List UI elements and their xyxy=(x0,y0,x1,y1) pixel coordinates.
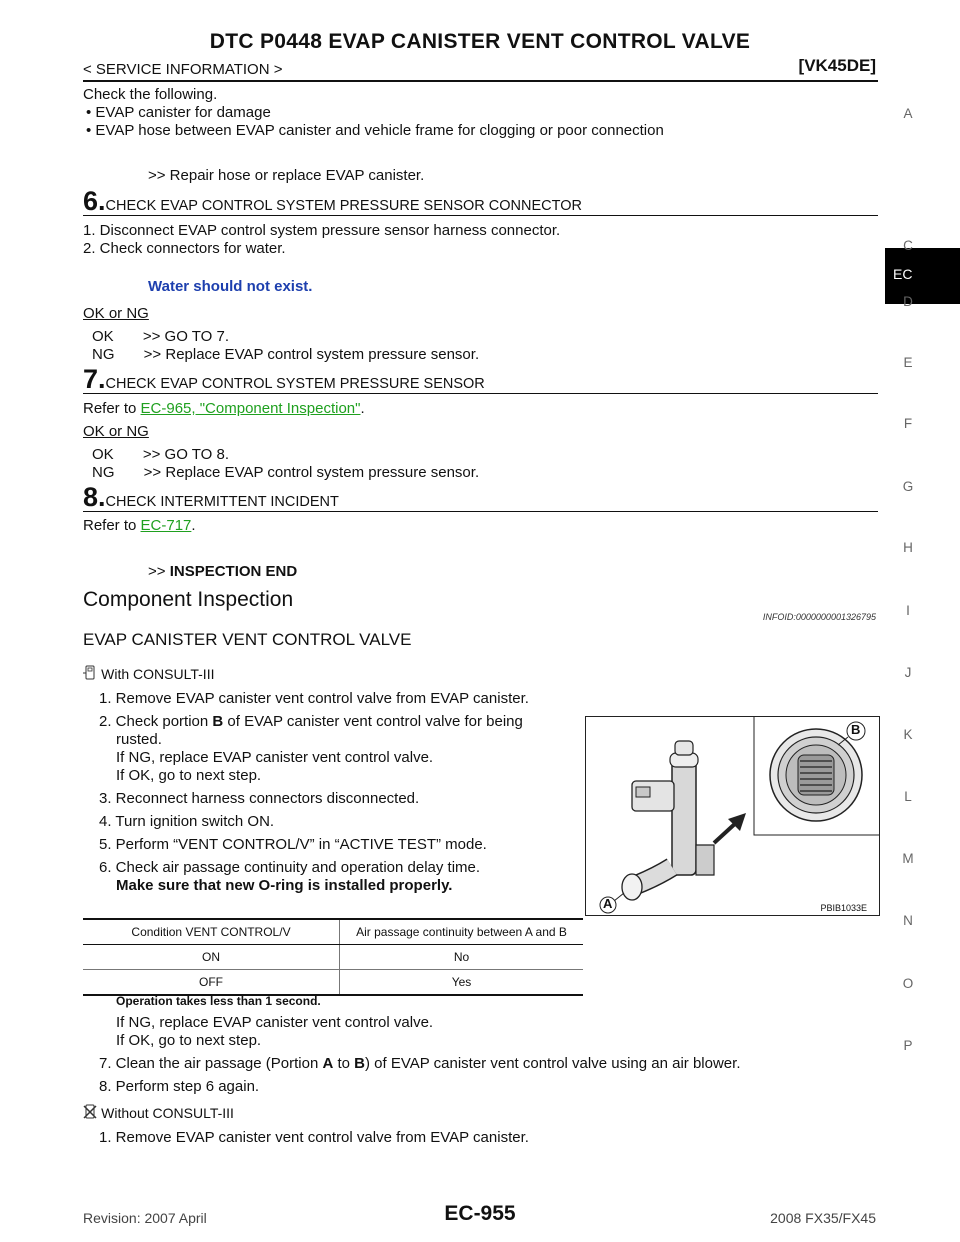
intro-bullet-1: • EVAP canister for damage xyxy=(86,104,271,121)
tab-f[interactable]: F xyxy=(903,416,913,431)
step-6-rule xyxy=(83,215,878,216)
with-step-6-note: Make sure that new O-ring is installed properly. xyxy=(116,877,453,894)
table-cell: OFF xyxy=(83,970,340,996)
without-step-1: 1. Remove EVAP canister vent control valve from EVAP canister. xyxy=(99,1129,529,1146)
info-id: INFOID:0000000001326795 xyxy=(762,612,876,622)
operation-note: Operation takes less than 1 second. xyxy=(116,994,321,1008)
step-6-okng: OK or NG xyxy=(83,305,149,322)
step-7-ng: NG >> Replace EVAP control system pressure sensor. xyxy=(92,464,480,481)
step-8-rule xyxy=(83,511,878,512)
tab-a[interactable]: A xyxy=(903,106,913,121)
step-8-heading: 8.CHECK INTERMITTENT INCIDENT xyxy=(83,482,339,512)
condition-table xyxy=(83,918,583,996)
consult-tester-icon xyxy=(83,665,97,681)
tab-l[interactable]: L xyxy=(904,789,912,804)
with-step-2: 2. Check portion B of EVAP canister vent control valve for being xyxy=(99,713,523,730)
with-step-2-ng: If NG, replace EVAP canister vent control valve. xyxy=(116,749,434,766)
with-step-7: 7. Clean the air passage (Portion A to B) of EVAP canister vent control valve using an air blower. xyxy=(99,1055,741,1072)
without-consult: Without CONSULT-III xyxy=(83,1104,234,1123)
step-7-heading: 7.CHECK EVAP CONTROL SYSTEM PRESSURE SENSOR xyxy=(83,364,485,394)
no-tester-icon xyxy=(83,1104,97,1120)
footer-revision: Revision: 2007 April xyxy=(83,1210,207,1226)
tab-h[interactable]: H xyxy=(903,540,913,555)
page-title: DTC P0448 EVAP CANISTER VENT CONTROL VALVE xyxy=(209,30,751,53)
evap-vent-valve-subheading: EVAP CANISTER VENT CONTROL VALVE xyxy=(83,630,412,649)
tab-c[interactable]: C xyxy=(903,238,913,253)
step-8-refer: Refer to EC-717. xyxy=(83,517,196,534)
intro-bullet-2: • EVAP hose between EVAP canister and vehicle frame for clogging or poor connection xyxy=(86,122,664,139)
footer-page-number: EC-955 xyxy=(444,1202,516,1225)
table-cell: ON xyxy=(83,945,340,970)
tab-k[interactable]: K xyxy=(903,727,913,742)
figure-code: PBIB1033E xyxy=(820,903,867,913)
after-table-ng: If NG, replace EVAP canister vent control valve. xyxy=(116,1014,434,1031)
with-step-5: 5. Perform “VENT CONTROL/V” in “ACTIVE TEST” mode. xyxy=(99,836,487,853)
tab-o[interactable]: O xyxy=(902,976,914,991)
with-step-4: 4. Turn ignition switch ON. xyxy=(99,813,275,830)
step-6-line-1: 1. Disconnect EVAP control system pressure sensor harness connector. xyxy=(83,222,561,239)
step-6-ng: NG >> Replace EVAP control system pressure sensor. xyxy=(92,346,480,363)
footer-model: 2008 FX35/FX45 xyxy=(770,1210,876,1226)
intro-check: Check the following. xyxy=(83,86,218,103)
tab-ec-active[interactable]: EC xyxy=(885,248,960,304)
step-6-heading: 6.CHECK EVAP CONTROL SYSTEM PRESSURE SENSOR CONNECTOR xyxy=(83,186,582,216)
with-step-3: 3. Reconnect harness connectors disconnected. xyxy=(99,790,420,807)
step-6-line-2: 2. Check connectors for water. xyxy=(83,240,286,257)
table-header-continuity: Air passage continuity between A and B xyxy=(340,919,584,945)
with-step-2-cont: rusted. xyxy=(116,731,162,748)
header-rule xyxy=(83,80,878,82)
table-cell: No xyxy=(340,945,584,970)
tab-j[interactable]: J xyxy=(904,665,912,680)
link-ec-965[interactable]: EC-965, "Component Inspection" xyxy=(140,400,361,417)
table-cell: Yes xyxy=(340,970,584,996)
step-7-refer: Refer to EC-965, "Component Inspection". xyxy=(83,400,365,417)
tab-d[interactable]: D xyxy=(903,294,913,309)
after-table-ok: If OK, go to next step. xyxy=(116,1032,262,1049)
tab-p[interactable]: P xyxy=(903,1038,913,1053)
engine-model: [VK45DE] xyxy=(798,56,876,75)
figure-label-b: B xyxy=(851,722,861,737)
figure-label-a: A xyxy=(603,896,613,911)
step-6-ok: OK >> GO TO 7. xyxy=(92,328,229,345)
tab-n[interactable]: N xyxy=(903,913,913,928)
step-7-ok: OK >> GO TO 8. xyxy=(92,446,229,463)
component-inspection-heading: Component Inspection xyxy=(83,588,294,611)
with-consult: With CONSULT-III xyxy=(83,665,214,684)
tab-m[interactable]: M xyxy=(902,851,914,866)
tab-g[interactable]: G xyxy=(902,479,914,494)
intro-result: >> Repair hose or replace EVAP canister. xyxy=(148,167,425,184)
step-7-rule xyxy=(83,393,878,394)
step-6-note: Water should not exist. xyxy=(148,278,313,295)
step-7-okng: OK or NG xyxy=(83,423,149,440)
step-8-end: >> INSPECTION END xyxy=(148,563,298,580)
section-label: < SERVICE INFORMATION > xyxy=(83,61,283,78)
table-header-condition: Condition VENT CONTROL/V xyxy=(83,919,340,945)
tab-i[interactable]: I xyxy=(906,603,910,618)
vent-valve-figure xyxy=(585,716,880,916)
with-step-2-ok: If OK, go to next step. xyxy=(116,767,262,784)
with-step-6: 6. Check air passage continuity and operation delay time. xyxy=(99,859,481,876)
link-ec-717[interactable]: EC-717 xyxy=(140,517,192,534)
with-step-1: 1. Remove EVAP canister vent control valve from EVAP canister. xyxy=(99,690,529,707)
with-step-8: 8. Perform step 6 again. xyxy=(99,1078,260,1095)
tab-e[interactable]: E xyxy=(903,355,913,370)
